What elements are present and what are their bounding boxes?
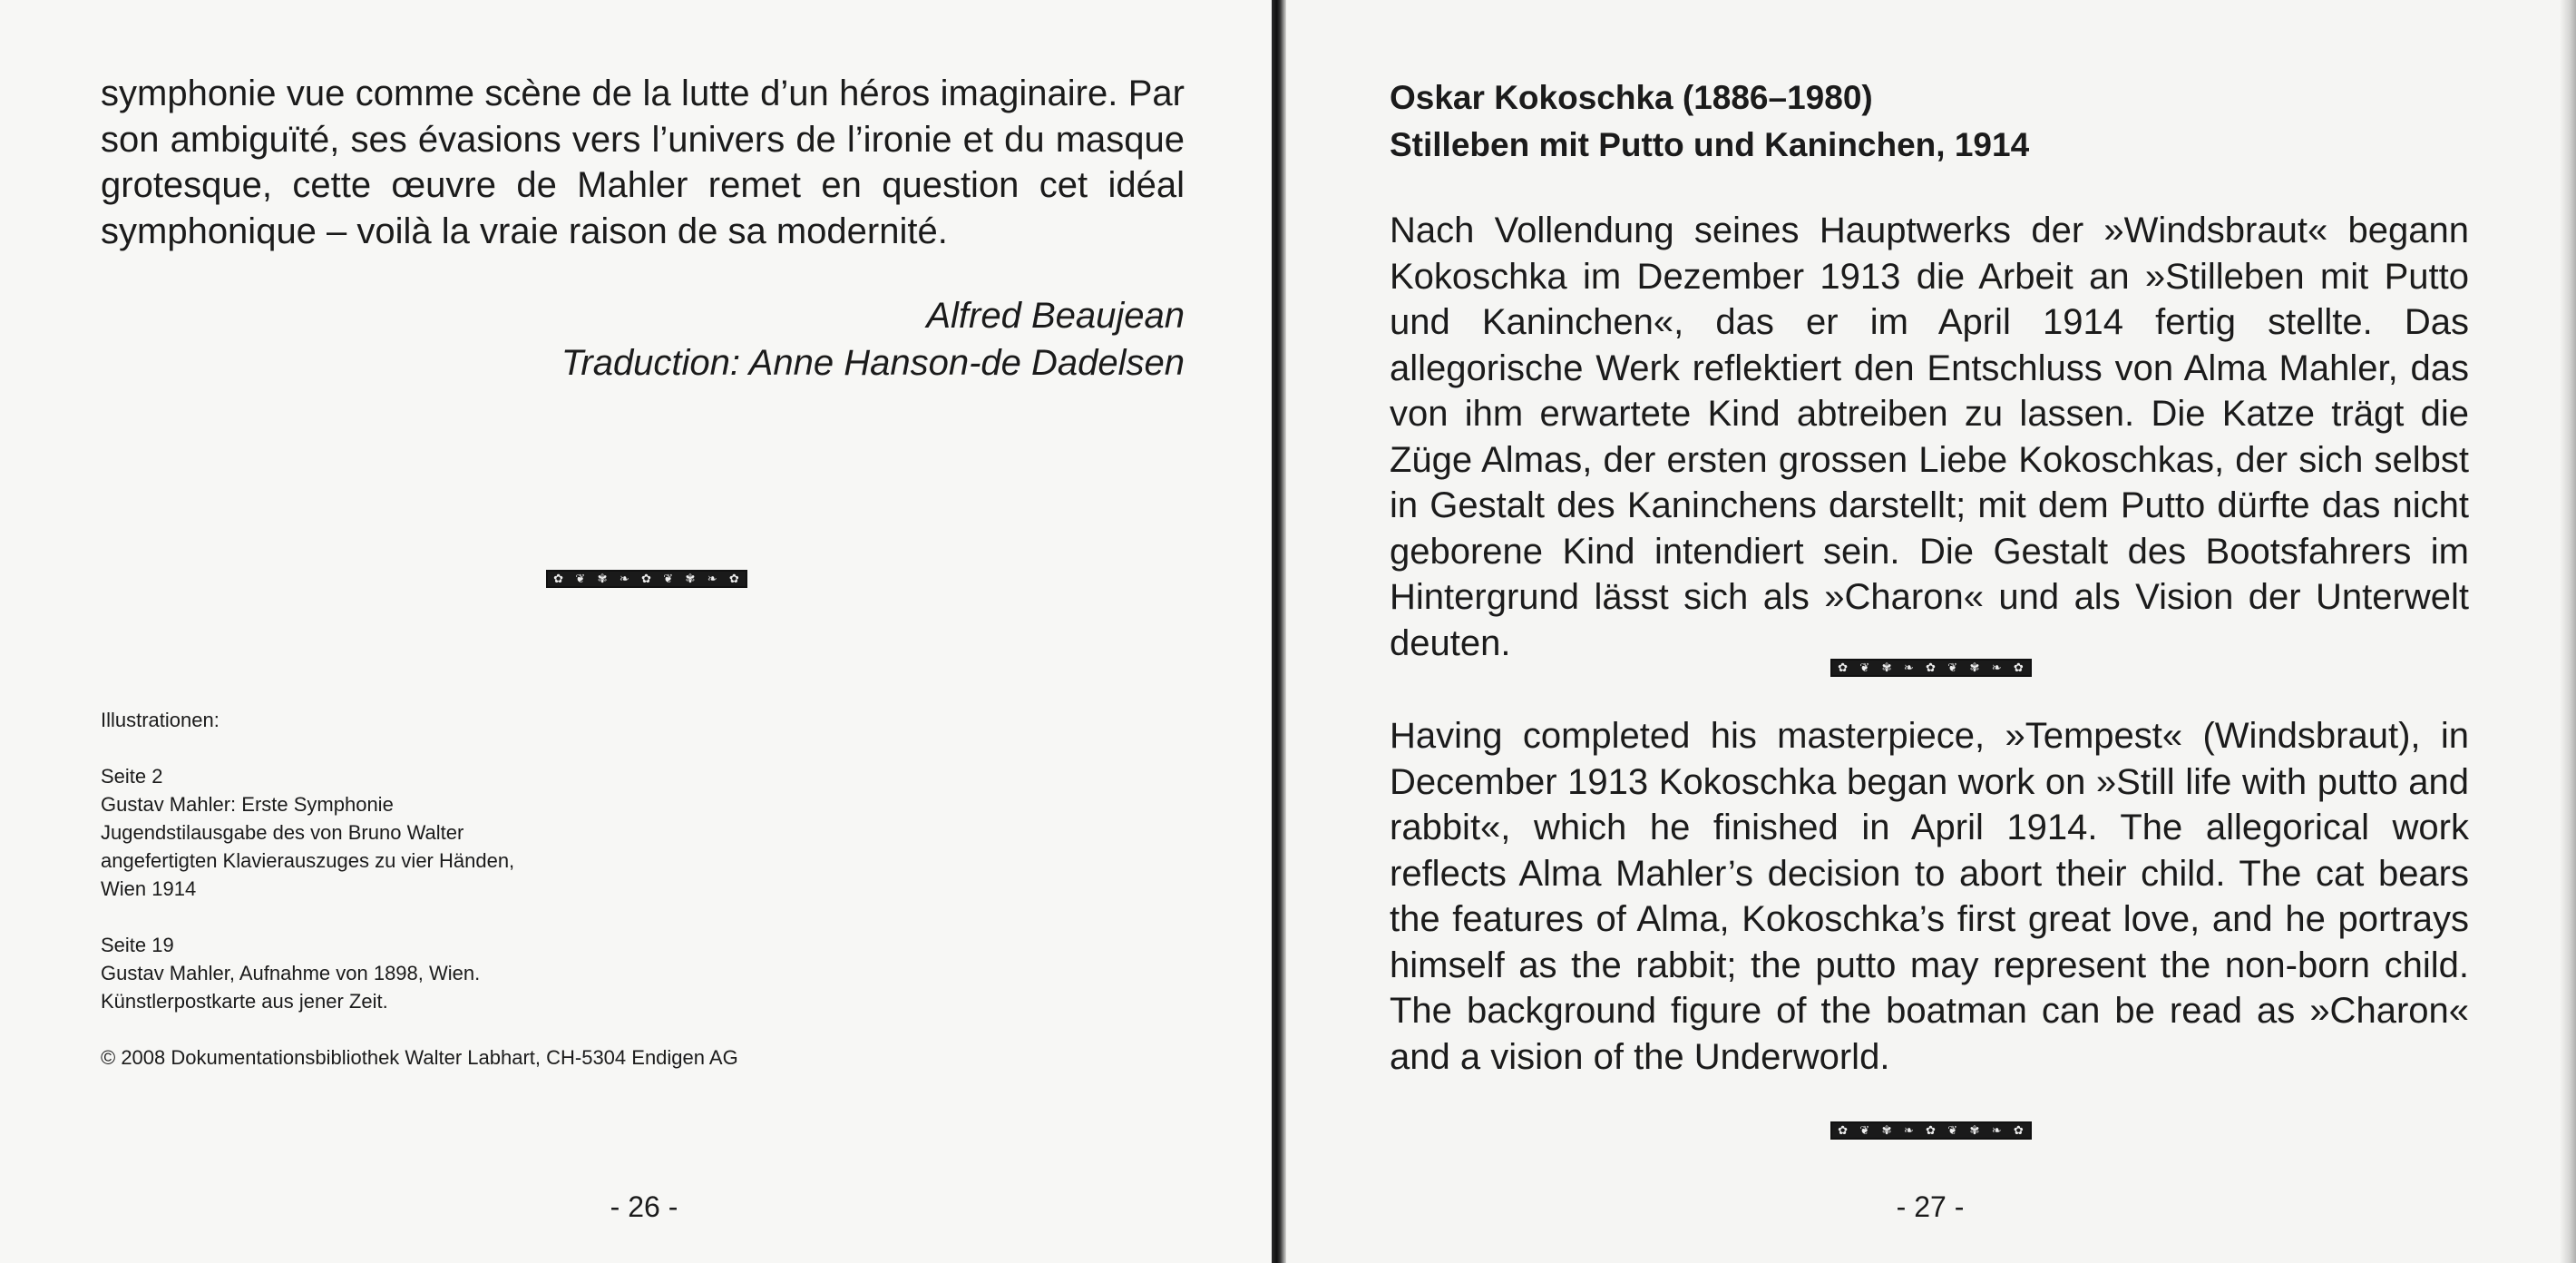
artwork-heading: Stilleben mit Putto und Kaninchen, 1914 [1390, 126, 2030, 163]
author-name: Alfred Beaujean [926, 296, 1185, 336]
note-page-ref: Seite 19 [101, 934, 174, 956]
ornament-divider: ✿ ❦ ✾ ❧ ✿ ❦ ✾ ❧ ✿ [546, 570, 747, 588]
translator-credit: Traduction: Anne Hanson-de Dadelsen [561, 343, 1185, 383]
ornament-divider: ✿ ❦ ✾ ❧ ✿ ❦ ✾ ❧ ✿ [1830, 659, 2032, 677]
signature-block [454, 292, 1185, 387]
artist-heading: Oskar Kokoschka (1886–1980) [1390, 79, 1873, 116]
note-line: Wien 1914 [101, 877, 197, 900]
english-paragraph: Having completed his masterpiece, »Tempest« (Windsbraut), in December 1913 Kokoschka began work on »Still life with putto and rabbit«, which he finished in April 1914. The allegorical work reflects Alma Mahler’s decision to abort their child. The cat bears the features of Alma, Kokoschka’s first great love, and he portrays himself as the rabbit; the putto may represent the non-born child. The background figure of the boatman can be read as »Charon« and a vision of the Underworld. [1390, 716, 2469, 1077]
illustration-notes [101, 706, 917, 1072]
note-line: Gustav Mahler, Aufnahme von 1898, Wien. [101, 962, 481, 984]
ornament-divider: ✿ ❦ ✾ ❧ ✿ ❦ ✾ ❧ ✿ [1830, 1121, 2032, 1140]
note-page-ref: Seite 2 [101, 765, 163, 788]
left-page [0, 0, 1272, 1263]
note-line: Jugendstilausgabe des von Bruno Walter [101, 821, 464, 844]
notes-heading: Illustrationen: [101, 709, 220, 731]
copyright-line: © 2008 Dokumentationsbibliothek Walter Labhart, CH-5304 Endigen AG [101, 1046, 738, 1069]
page-number-left: - 26 - [610, 1190, 678, 1223]
page-number-right: - 27 - [1896, 1190, 1965, 1223]
note-line: Gustav Mahler: Erste Symphonie [101, 793, 394, 816]
page-edge-shadow [2560, 0, 2576, 1263]
note-line: Künstlerpostkarte aus jener Zeit. [101, 990, 388, 1013]
german-paragraph: Nach Vollendung seines Hauptwerks der »Windsbraut« begann Kokoschka im Dezember 1913 die Arbeit an »Stilleben mit Putto und Kaninchen«, das er im April 1914 fertig stellte. Das allegorische Werk reflektiert den Entschluss von Alma Mahler, das von ihm erwartete Kind abtreiben zu lassen. Die Katze trägt die Züge Almas, der ersten grossen Liebe Kokoschkas, der sich selbst in Gestalt des Kaninchens darstellt; mit dem Putto dürfte das nicht geborene Kind intendiert sein. Die Gestalt des Bootsfahrers im Hintergrund lässt sich als »Charon« und als Vision der Unterwelt deuten. [1390, 210, 2469, 663]
french-paragraph: symphonie vue comme scène de la lutte d’un héros imaginaire. Par son ambiguïté, ses évasions vers l’univers de l’ironie et du masque grotesque, cette œuvre de Mahler remet en question cet idéal symphonique – voilà la vraie raison de sa modernité. [101, 73, 1185, 251]
note-line: angefertigten Klavierauszuges zu vier Händen, [101, 849, 515, 872]
book-spine [1272, 0, 1286, 1263]
artwork-title [1390, 74, 2478, 169]
